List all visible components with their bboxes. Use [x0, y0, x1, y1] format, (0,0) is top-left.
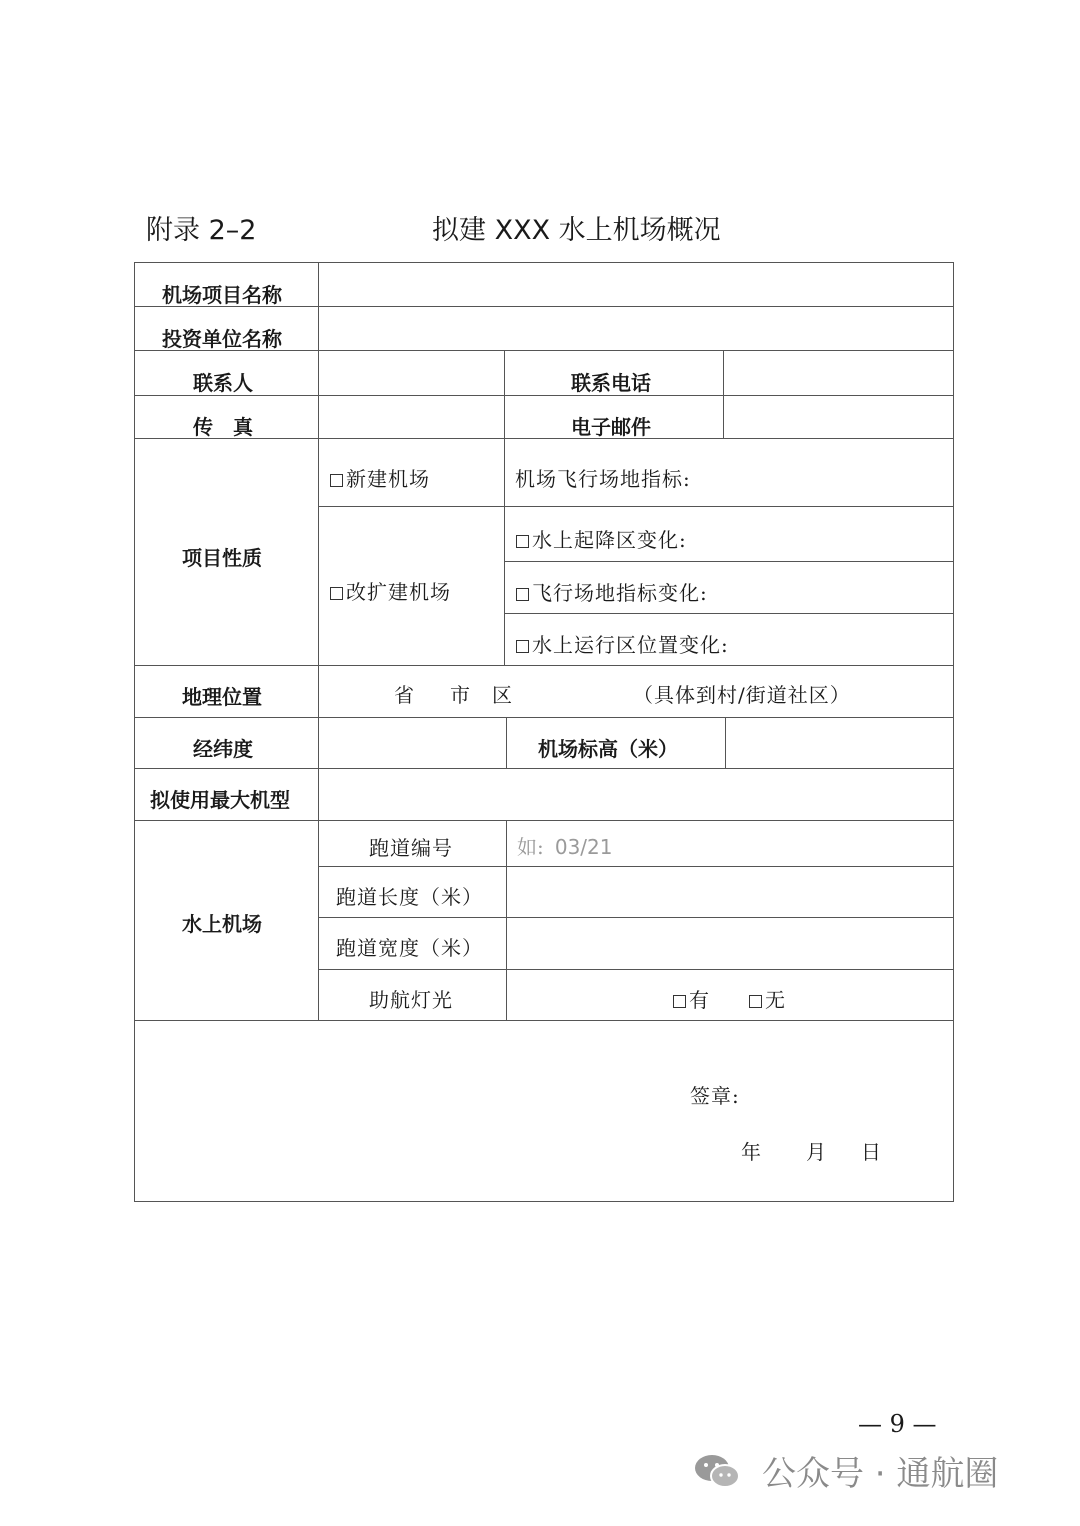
runway-length-label: 跑道长度（米） [336, 885, 483, 909]
watermark [694, 1446, 998, 1495]
runway-no-hint[interactable] [517, 831, 612, 860]
location-city: 市 [450, 683, 471, 707]
project-name-label: 机场项目名称 [162, 283, 282, 307]
runway-no-label: 跑道编号 [369, 836, 453, 860]
nav-lights-yes-option[interactable] [673, 984, 710, 1013]
nav-lights-yes-checkbox[interactable] [673, 995, 686, 1008]
fax-label: 传 真 [193, 415, 253, 439]
email-label: 电子邮件 [571, 415, 651, 439]
change-takeoff-area-option[interactable] [516, 524, 687, 553]
expansion-text: 改扩建机场 [346, 580, 451, 604]
latlng-field[interactable] [319, 718, 505, 767]
location-district: 区 [492, 683, 513, 707]
phone-label: 联系电话 [571, 371, 651, 395]
fax-field[interactable] [319, 396, 503, 437]
elevation-label: 机场标高（米） [538, 737, 678, 761]
expansion-option[interactable] [330, 576, 451, 605]
contact-label: 联系人 [193, 371, 253, 395]
new-airport-option[interactable] [330, 463, 430, 492]
latlng-label: 经纬度 [193, 737, 253, 761]
change-operation-area-checkbox[interactable] [516, 640, 529, 653]
watermark-text: 公众号 · 通航圈 [762, 1454, 999, 1494]
runway-length-field[interactable] [507, 867, 953, 916]
runway-width-label: 跑道宽度（米） [336, 936, 483, 960]
max-aircraft-field[interactable] [319, 769, 953, 819]
date-year: 年 [741, 1140, 762, 1164]
wechat-icon [694, 1454, 740, 1488]
new-airport-index-label: 机场飞行场地指标: [515, 467, 691, 491]
airport-overview-form [134, 262, 954, 1202]
nature-label: 项目性质 [182, 546, 262, 570]
appendix-label: 附录 2–2 [146, 215, 257, 246]
change-field-index-checkbox[interactable] [516, 588, 529, 601]
change-field-index-text: 飞行场地指标变化: [532, 581, 708, 605]
email-field[interactable] [724, 396, 953, 437]
investor-field[interactable] [319, 307, 953, 349]
page-number: — 9 — [858, 1410, 937, 1438]
phone-field[interactable] [724, 351, 953, 394]
nav-lights-label: 助航灯光 [369, 988, 453, 1012]
max-aircraft-label: 拟使用最大机型 [150, 788, 290, 812]
new-airport-text: 新建机场 [346, 467, 430, 491]
change-takeoff-area-text: 水上起降区变化: [532, 528, 687, 552]
date-month: 月 [806, 1140, 827, 1164]
nav-lights-no-option[interactable] [749, 984, 786, 1013]
runway-width-field[interactable] [507, 918, 953, 968]
water-airport-label: 水上机场 [182, 912, 262, 936]
change-takeoff-area-checkbox[interactable] [516, 535, 529, 548]
change-operation-area-option[interactable] [516, 629, 729, 658]
location-note: （具体到村/街道社区） [633, 683, 851, 707]
signature-label: 签章: [690, 1084, 740, 1108]
nav-lights-no-text: 无 [765, 988, 786, 1012]
nav-lights-yes-text: 有 [689, 988, 710, 1012]
project-name-field[interactable] [319, 264, 953, 305]
location-label: 地理位置 [182, 685, 262, 709]
elevation-field[interactable] [726, 718, 953, 767]
page-title: 拟建 XXX 水上机场概况 [432, 215, 721, 246]
change-operation-area-text: 水上运行区位置变化: [532, 633, 729, 657]
location-province: 省 [394, 683, 415, 707]
contact-field[interactable] [319, 351, 503, 394]
date-day: 日 [861, 1140, 882, 1164]
nav-lights-no-checkbox[interactable] [749, 995, 762, 1008]
investor-label: 投资单位名称 [162, 327, 282, 351]
runway-no-hint-prefix: 如: [517, 835, 544, 859]
runway-no-hint-value: 03/21 [554, 835, 613, 859]
change-field-index-option[interactable] [516, 577, 708, 606]
new-airport-checkbox[interactable] [330, 474, 343, 487]
expansion-checkbox[interactable] [330, 587, 343, 600]
